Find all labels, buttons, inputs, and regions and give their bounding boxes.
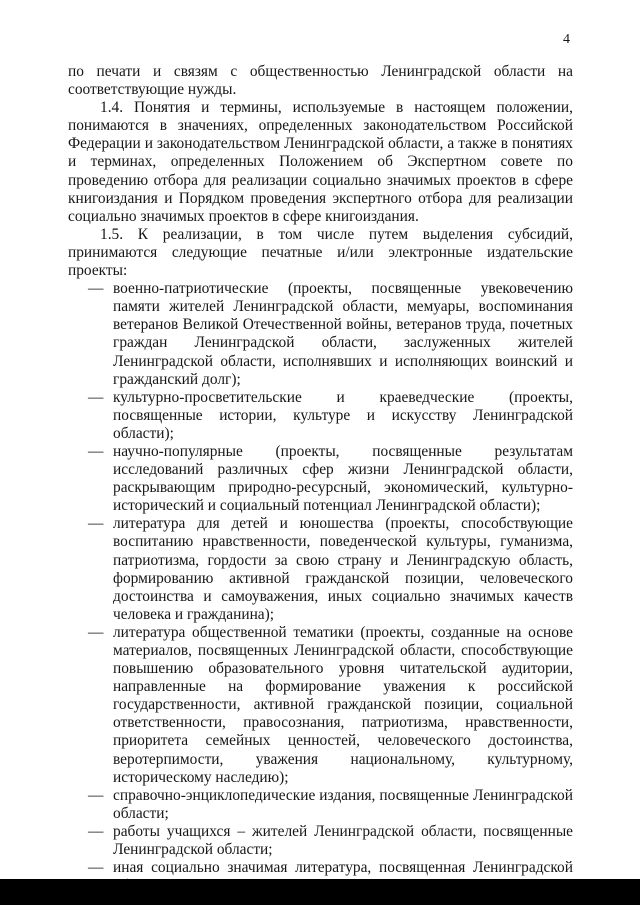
list-item-text: военно-патриотические (проекты, посвященные увековечению памяти жителей Ленинградской области, мемуары, воспоминания ветеранов Великой Отечественной войны, ветеранов труда, почетных граждан Ленинградской области, заслуженных жителей Ленинградской области, исполнявших и исполняющих воинский и гражданский долг);: [113, 280, 573, 388]
list-item: [68, 823, 573, 859]
list-item-text: литература для детей и юношества (проекты, способствующие воспитанию нравственности, поведенческой культуры, гуманизма, патриотизма, гордости за свою страну и Ленинградскую область, формированию активной гражданской позиции, человеческого достоинства и самоуважения, иных социально значимых качеств человека и гражданина);: [113, 515, 573, 623]
dash-marker: —: [88, 822, 104, 840]
dash-marker: —: [88, 623, 104, 641]
list-item: [68, 280, 573, 389]
list-item: [68, 389, 573, 443]
paragraph-1-5: 1.5. К реализации, в том числе путем выделения субсидий, принимаются следующие печатные и/или электронные издательские проекты:: [68, 225, 573, 280]
project-types-list: [68, 280, 573, 895]
document-body: [68, 63, 573, 895]
dash-marker: —: [88, 515, 104, 533]
list-item-text: работы учащихся – жителей Ленинградской области, посвященные Ленинградской области;: [113, 822, 573, 859]
paragraph-1-4: 1.4. Понятия и термины, используемые в настоящем положении, понимаются в значениях, определенных законодательством Российской Федерации и законодательством Ленинградской области, а также в понятиях и терминах, определенных Положением об Экспертном совете по проведению отбора для реализации социально значимых проектов в сфере книгоиздания и Порядком проведения экспертного отбора для реализации социально значимых проектов в сфере книгоиздания.: [68, 99, 573, 225]
list-item-text: справочно-энциклопедические издания, посвященные Ленинградской области;: [113, 786, 573, 822]
list-item-text: иная социально значимая литература, посвященная Ленинградской: [113, 859, 573, 877]
dash-marker: —: [88, 388, 104, 406]
list-item-text: научно-популярные (проекты, посвященные результатам исследований различных сфер жизни Ленинградской области, раскрывающим природно-ресурсный, экономический, культурно-исторический и социальный потенциал Ленинградской области);: [113, 442, 573, 515]
scan-border: [0, 879, 640, 905]
list-item: [68, 624, 573, 787]
list-item-text: литература общественной тематики (проекты, созданные на основе материалов, посвященных Ленинградской области, способствующие повышению образовательного уровня читательской аудитории, направленные на формирование уважения к российской государственности, активной гражданской позиции, социальной ответственности, правосознания, патриотизма, нравственности, приоритета семейных ценностей, человеческого достоинства, веротерпимости, уважения национальному, культурному, историческому наследию);: [113, 623, 573, 786]
dash-marker: —: [88, 786, 104, 804]
list-item: [68, 787, 573, 823]
continuation-paragraph: по печати и связям с общественностью Ленинградской области на соответствующие нужды.: [68, 63, 573, 99]
dash-marker: —: [88, 280, 104, 298]
list-item: [68, 515, 573, 624]
dash-marker: —: [88, 442, 104, 460]
list-item-text: культурно-просветительские и краеведческие (проекты, посвященные истории, культуре и искусству Ленинградской области);: [113, 388, 573, 442]
list-item: [68, 443, 573, 515]
dash-marker: —: [88, 859, 104, 877]
page-number: 4: [563, 32, 570, 47]
